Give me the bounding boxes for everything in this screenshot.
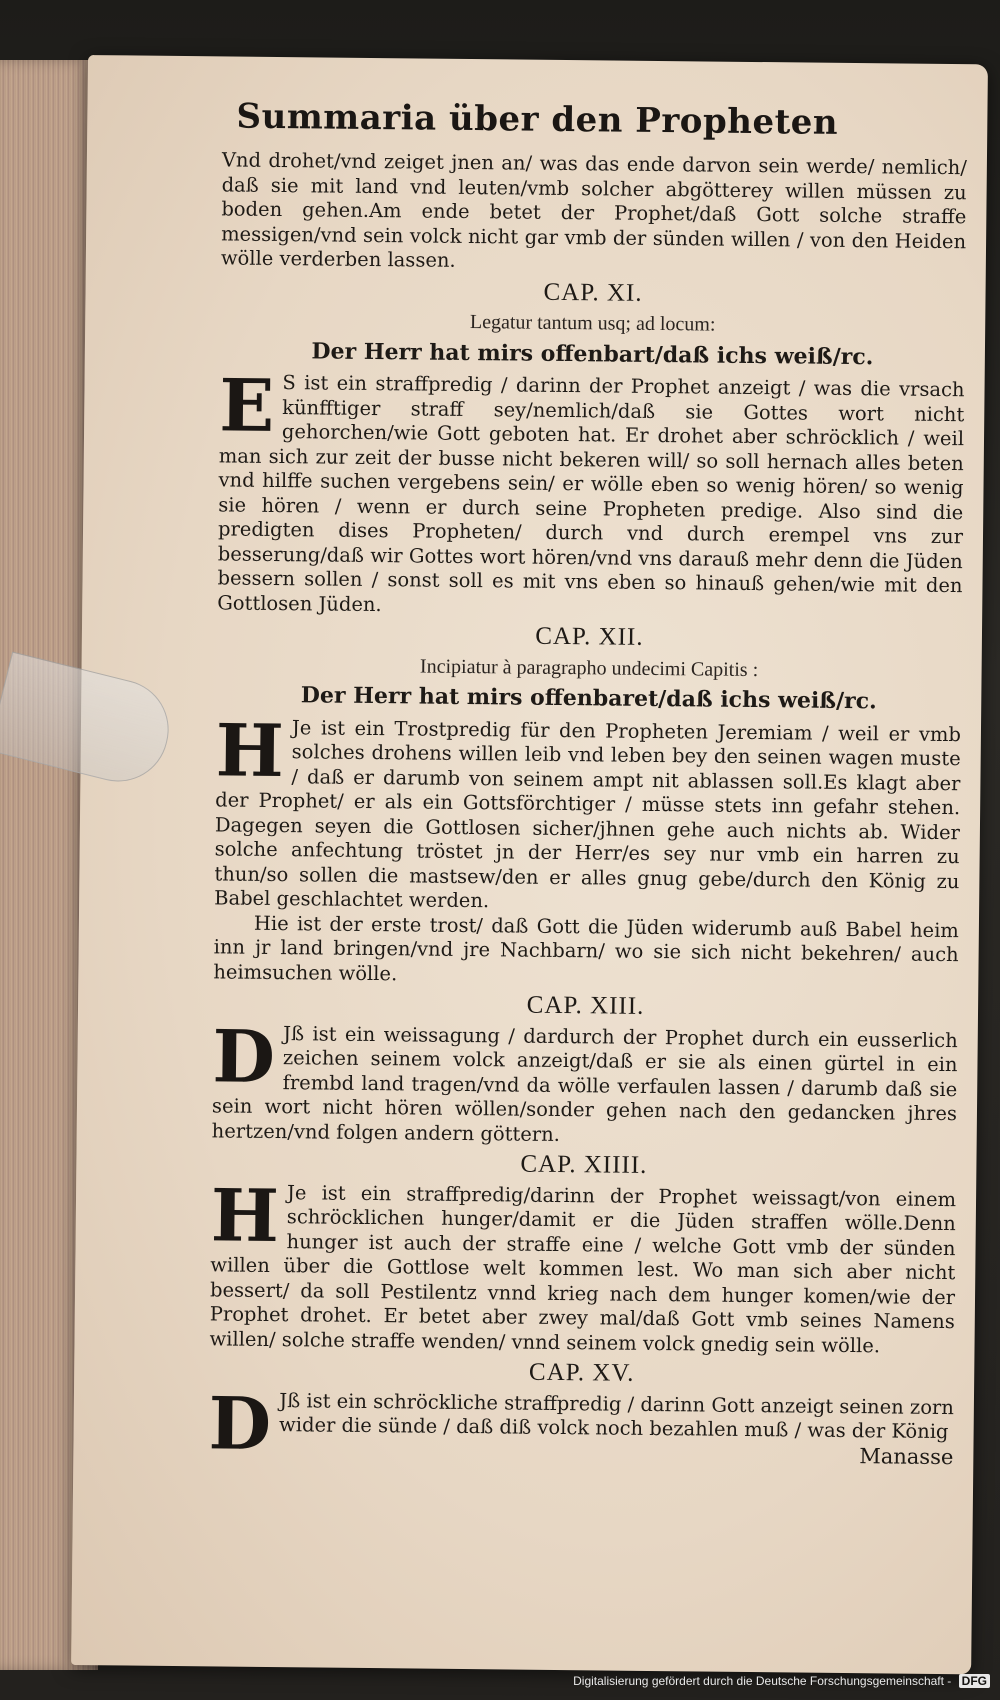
book-page — [71, 55, 988, 1674]
chapter-text-12 — [214, 706, 962, 919]
chapter-body-15: Jß ist ein schröckliche straffpredig / darinn Gott anzeigt seinen zorn wider die sünde / daß diß volck noch bezahlen muß / was der König — [278, 1388, 955, 1444]
latin-instruction-12: Incipiatur à paragrapho undecimi Capitis : — [419, 655, 759, 681]
digitization-footer — [573, 1674, 990, 1688]
drop-initial-12: H — [215, 706, 285, 793]
chapter-text-13 — [211, 1012, 958, 1151]
chapter-text-12b: Hie ist der erste trost/ daß Gott die Jüden widerumb auß Babel heim inn jr land bringen/vnd jre Nachbarn/ wo sie sich nicht bekehren/ auch heimsuchen wölle. — [213, 911, 960, 985]
chapter-body-12: Je ist ein Trostpredig für den Propheten Jeremiam / weil er vmb solches drohens willen leib vnd leben bey den seinen wagen muste / daß er darumb von seinem ampt nit ablassen soll.Es klagt aber der Prophet/ er als ein Gottsförchtiger / müsse stets inn gefahr stehen. Dagegen seyen die Gottlosen sicher/jhnen gehe auch nichts ab. Wider solche anfechtung tröstet jn der Herr/es sey nur vmb ein harren zu thun/so sollen die mastsew/den er alles gnug gebe/durch den König zu Babel geschlachtet werden. — [214, 715, 962, 913]
drop-initial-13: D — [212, 1012, 276, 1099]
footer-credit: Digitalisierung gefördert durch die Deutsche Forschungsgemeinschaft - — [573, 1674, 952, 1688]
running-head: Summaria über den Propheten — [236, 96, 839, 143]
chapter-text-14 — [209, 1171, 957, 1359]
chapter-body-11: S ist ein straffpredig / darinn der Prophet anzeigt / was die vrsach künfftiger straff sey/nemlich/daß sie Gottes wort nicht gehorchen/wie Gott geboten hat. Er drohet aber schröcklich / weil man sich zur zeit der busse nicht bekeren will/ so soll hernach alles beten vnd hilffe suchen vergebens sein/ er wölle eben so wenig hören/ so wenig sie hören / wenn er durch seine Propheten predige. Also sind die predigten dises Propheten/ durch vnd durch erempel vns zur besserung/daß wir Gottes wort hören/vnd vns darauß mehr denn die Jüden bessern sollen / sonst soll es mit vns eben so hinauß gehen/wie mit den Gottlosen Jüden. — [217, 371, 965, 616]
verse-reference-11: Der Herr hat mirs offenbart/daß ichs weiß/rc. — [311, 337, 874, 370]
chapter-heading-11: CAP. XI. — [543, 278, 643, 307]
catchword: Manasse — [859, 1443, 954, 1469]
verse-reference-12: Der Herr hat mirs offenbaret/daß ichs weiß/rc. — [300, 682, 877, 715]
chapter-heading-15: CAP. XV. — [528, 1358, 635, 1387]
drop-initial-14: H — [210, 1171, 280, 1258]
drop-initial-15: D — [208, 1379, 272, 1466]
intro-paragraph: Vnd drohet/vnd zeiget jnen an/ was das ende darvon sein werde/ nemlich/ daß sie mit land vnd leuten/vmb solcher abgötterey willen müssen zu boden gehen.Am ende betet der Prophet/daß Gott solche straffe messigen/vnd sein volck nicht gar vmb der sünden willen / von den Heiden wölle verderben lassen. — [220, 148, 967, 272]
dfg-logo: DFG — [959, 1674, 990, 1688]
drop-initial-11: E — [218, 362, 275, 448]
chapter-heading-12: CAP. XII. — [535, 622, 644, 651]
page-body — [208, 148, 967, 1469]
chapter-heading-13: CAP. XIII. — [526, 991, 645, 1020]
chapter-body-14: Je ist ein straffpredig/darinn der Prophet weissagt/von einem schröcklichen hunger/damit er die Jüden straffen wölle.Denn hunger ist auch der straffe eine / welche Gott vmb der sünden willen über die Gottlose welt kommen lest. Wo man sich aber nicht bessert/ da soll Pestilentz vnnd krieg nach dem hunger komen/wie der Prophet drohet. Er betet aber zwey mal/daß Gott vmb seines Namens willen/ solche straffe wenden/ vnnd seinem volck gnedig sein wölle. — [209, 1180, 957, 1357]
latin-instruction-11: Legatur tantum usq; ad locum: — [469, 311, 716, 336]
chapter-text-11 — [217, 362, 965, 623]
chapter-heading-14: CAP. XIIII. — [520, 1150, 648, 1179]
chapter-body-13: Jß ist ein weissagung / dardurch der Prophet durch ein eusserlich zeichen seinem volck anzeigt/daß er sie als einen gürtel in ein frembd land tragen/vnd da wölle verfaulen lassen / darumb daß sie sein wort nicht hören wöllen/sonder gehen nach den gedancken jhres hertzen/vnd folgen andern göttern. — [211, 1021, 958, 1146]
